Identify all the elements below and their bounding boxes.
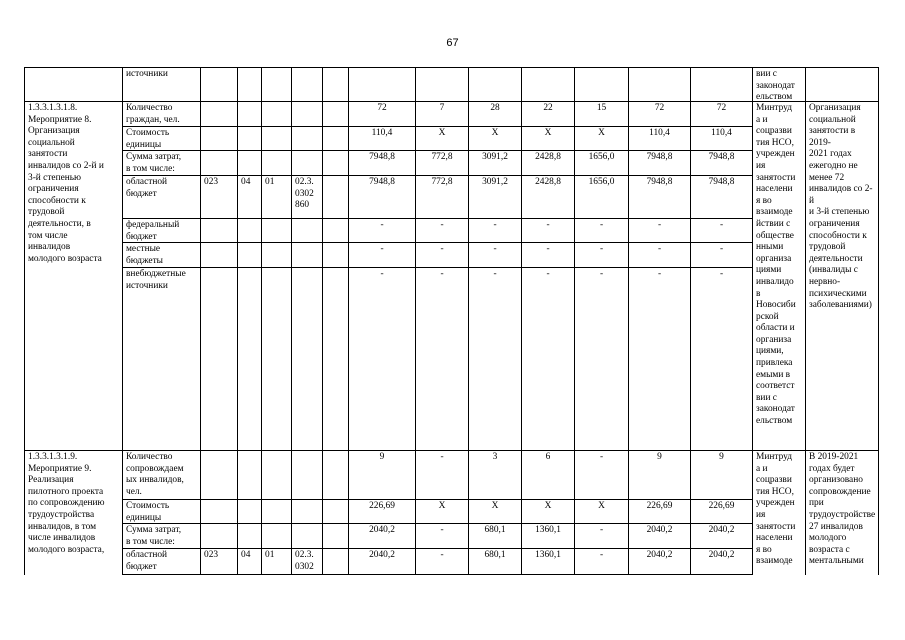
grid-line bbox=[237, 67, 238, 575]
indicator-cell: местные бюджеты bbox=[126, 244, 163, 266]
code-vr-cell bbox=[323, 176, 348, 218]
code-vr-cell bbox=[323, 219, 348, 242]
grid-line bbox=[200, 67, 201, 575]
code-pr-cell bbox=[262, 151, 291, 175]
code-csr-cell bbox=[292, 127, 322, 150]
value-cell: 680,1 bbox=[484, 550, 506, 560]
code-gr-cell bbox=[201, 500, 237, 523]
value-cell: X bbox=[438, 128, 446, 138]
value-cell: 2040,2 bbox=[646, 550, 673, 560]
code-rz-cell bbox=[238, 451, 261, 499]
value-cell: - bbox=[440, 550, 444, 560]
code-pr-cell: 01 bbox=[265, 550, 275, 560]
indicator-cell: Стоимость единицы bbox=[126, 501, 170, 523]
value-cell: 28 bbox=[490, 103, 500, 113]
value-cell: - bbox=[657, 244, 662, 254]
code-csr-cell: 02.3. 0302 860 bbox=[295, 177, 314, 211]
grid-line bbox=[24, 67, 879, 68]
grid-line bbox=[752, 67, 753, 575]
value-cell: 7948,8 bbox=[646, 152, 673, 162]
value-cell: 2428,8 bbox=[535, 152, 561, 162]
measure-name-cell: 1.3.3.1.3.1.9. Мероприятие 9. Реализация пилотного проекта по сопровождению трудоустройства инвалидов, в том числе инвалидов молодого возраста, bbox=[28, 452, 105, 555]
value-cell: X bbox=[491, 128, 499, 138]
value-cell: 15 bbox=[596, 103, 607, 113]
code-gr-cell bbox=[201, 451, 237, 499]
value-cell: 72 bbox=[377, 103, 387, 113]
code-rz-cell bbox=[238, 127, 261, 150]
code-vr-cell bbox=[323, 524, 348, 548]
code-vr-cell bbox=[323, 151, 348, 175]
value-cell: - bbox=[380, 269, 384, 279]
grid-line bbox=[690, 67, 691, 575]
grid-line bbox=[415, 67, 416, 575]
value-cell: - bbox=[440, 220, 444, 230]
value-cell: - bbox=[440, 525, 444, 535]
program-measures-table bbox=[0, 67, 905, 640]
value-cell: 7948,8 bbox=[369, 152, 395, 162]
grid-line bbox=[348, 67, 349, 575]
value-cell: 1656,0 bbox=[588, 152, 615, 162]
code-gr-cell bbox=[201, 219, 237, 242]
indicator-cell: Количество сопровождаем ых инвалидов, чел. bbox=[126, 452, 184, 497]
value-cell: 6 bbox=[545, 452, 551, 462]
value-cell: 2428,8 bbox=[535, 177, 561, 187]
code-gr-cell bbox=[201, 268, 237, 450]
value-cell: - bbox=[599, 220, 604, 230]
value-cell: X bbox=[544, 501, 552, 511]
code-rz-cell: 04 bbox=[241, 550, 251, 560]
result-cell: Организация социальной занятости в 2019- 2021 годах ежегодно не менее 72 инвалидов со 2-й и 3-й степенью ограничения способности к трудовой деятельности (инвалиды с нервно- психическими заболеваниями) bbox=[809, 103, 873, 311]
code-csr-cell bbox=[292, 524, 322, 548]
code-pr-cell bbox=[262, 268, 291, 450]
indicator-cell: областной бюджет bbox=[126, 177, 168, 199]
value-cell: 7948,8 bbox=[369, 177, 395, 187]
code-rz-cell bbox=[238, 268, 261, 450]
code-rz-cell bbox=[238, 151, 261, 175]
code-csr-cell bbox=[292, 268, 322, 450]
code-pr-cell: 01 bbox=[265, 177, 275, 187]
indicator-cell: источники bbox=[126, 69, 168, 79]
value-cell: X bbox=[598, 128, 605, 138]
value-cell: - bbox=[440, 244, 444, 254]
page-number: 67 bbox=[446, 37, 459, 49]
code-vr-cell bbox=[323, 549, 348, 574]
grid-line bbox=[628, 67, 629, 575]
code-rz-cell bbox=[238, 524, 261, 548]
code-rz-cell bbox=[238, 243, 261, 267]
value-cell: 72 bbox=[716, 103, 727, 113]
grid-line bbox=[468, 67, 469, 575]
value-cell: 9 bbox=[379, 452, 385, 462]
value-cell: - bbox=[546, 269, 550, 279]
grid-line bbox=[878, 67, 879, 575]
value-cell: - bbox=[599, 269, 604, 279]
value-cell: - bbox=[440, 269, 444, 279]
value-cell: - bbox=[493, 269, 497, 279]
value-cell: 72 bbox=[654, 103, 665, 113]
code-csr-cell bbox=[292, 500, 322, 523]
value-cell: 772,8 bbox=[431, 152, 453, 162]
code-gr-cell bbox=[201, 102, 237, 126]
code-csr-cell bbox=[292, 243, 322, 267]
value-cell: - bbox=[719, 244, 724, 254]
grid-line bbox=[24, 101, 879, 102]
code-vr-cell bbox=[323, 127, 348, 150]
code-vr-cell bbox=[323, 268, 348, 450]
measure-name-cell: 1.3.3.1.3.1.8. Мероприятие 8. Организация социальной занятости инвалидов со 2-й и 3-й степенью ограничения способности к трудовой деятельности, в том числе инвалидов молодого возраста bbox=[28, 103, 104, 264]
value-cell: 2040,2 bbox=[708, 525, 735, 535]
indicator-cell: Сумма затрат, в том числе: bbox=[126, 152, 182, 174]
value-cell: 772,8 bbox=[431, 177, 453, 187]
value-cell: 110,4 bbox=[649, 128, 670, 138]
value-cell: - bbox=[546, 244, 550, 254]
value-cell: 680,1 bbox=[484, 525, 506, 535]
result-cell: В 2019-2021 годах будет организовано сопровождение при трудоустройстве 27 инвалидов молодого возраста с ментальными bbox=[809, 452, 876, 567]
value-cell: - bbox=[599, 452, 604, 462]
value-cell: 1656,0 bbox=[588, 177, 615, 187]
indicator-cell: Сумма затрат, в том числе: bbox=[126, 525, 182, 547]
value-cell: 110,4 bbox=[371, 128, 393, 138]
executor-cell: вии с законодат ельством bbox=[756, 69, 795, 101]
indicator-cell: федеральный бюджет bbox=[126, 220, 180, 242]
value-cell: - bbox=[440, 452, 444, 462]
code-rz-cell: 04 bbox=[241, 177, 251, 187]
value-cell: - bbox=[599, 550, 604, 560]
value-cell: 3 bbox=[492, 452, 498, 462]
value-cell: 1360,1 bbox=[535, 550, 561, 560]
value-cell: - bbox=[380, 244, 384, 254]
grid-line bbox=[574, 67, 575, 575]
value-cell: 2040,2 bbox=[369, 550, 395, 560]
value-cell: - bbox=[657, 220, 662, 230]
code-csr-cell bbox=[292, 102, 322, 126]
value-cell: - bbox=[493, 220, 497, 230]
indicator-cell: областной бюджет bbox=[126, 550, 168, 572]
value-cell: - bbox=[719, 269, 724, 279]
value-cell: 226,69 bbox=[708, 501, 735, 511]
value-cell: 7948,8 bbox=[646, 177, 673, 187]
value-cell: 9 bbox=[719, 452, 724, 462]
code-rz-cell bbox=[238, 102, 261, 126]
grid-line bbox=[291, 67, 292, 575]
grid-line bbox=[521, 67, 522, 575]
value-cell: 7948,8 bbox=[708, 177, 735, 187]
grid-line bbox=[122, 574, 753, 575]
value-cell: 1360,1 bbox=[535, 525, 561, 535]
grid-line bbox=[261, 67, 262, 575]
value-cell: X bbox=[598, 501, 605, 511]
code-gr-cell bbox=[201, 127, 237, 150]
code-pr-cell bbox=[262, 219, 291, 242]
value-cell: 9 bbox=[657, 452, 662, 462]
grid-line bbox=[24, 450, 879, 451]
code-pr-cell bbox=[262, 127, 291, 150]
code-rz-cell bbox=[238, 219, 261, 242]
value-cell: X bbox=[544, 128, 552, 138]
value-cell: - bbox=[546, 220, 550, 230]
value-cell: 226,69 bbox=[646, 501, 673, 511]
code-csr-cell: 02.3. 0302 bbox=[295, 550, 314, 572]
value-cell: 3091,2 bbox=[482, 152, 508, 162]
code-csr-cell bbox=[292, 219, 322, 242]
grid-line bbox=[122, 67, 123, 575]
code-rz-cell bbox=[238, 500, 261, 523]
indicator-cell: Стоимость единицы bbox=[126, 128, 170, 150]
code-pr-cell bbox=[262, 243, 291, 267]
code-gr-cell bbox=[201, 524, 237, 548]
value-cell: 2040,2 bbox=[646, 525, 673, 535]
code-pr-cell bbox=[262, 451, 291, 499]
value-cell: X bbox=[438, 501, 446, 511]
code-vr-cell bbox=[323, 500, 348, 523]
value-cell: - bbox=[599, 244, 604, 254]
grid-line bbox=[322, 67, 323, 575]
value-cell: - bbox=[380, 220, 384, 230]
grid-line bbox=[24, 67, 25, 575]
code-vr-cell bbox=[323, 243, 348, 267]
grid-line bbox=[805, 67, 806, 575]
code-pr-cell bbox=[262, 524, 291, 548]
code-gr-cell: 023 bbox=[204, 177, 219, 187]
executor-cell: Минтруд а и соцразви тия НСО, учрежден ия занятости населени я во взаимоде йствии с обществе нными организа циями инвалидо в Новосиби рской области и организа циями, привлека емыми в соответст вии с законодат ельством bbox=[756, 103, 796, 427]
value-cell: 3091,2 bbox=[482, 177, 508, 187]
value-cell: 7948,8 bbox=[708, 152, 735, 162]
value-cell: 7 bbox=[439, 103, 445, 113]
value-cell: - bbox=[493, 244, 497, 254]
value-cell: 2040,2 bbox=[708, 550, 735, 560]
code-gr-cell bbox=[201, 151, 237, 175]
code-csr-cell bbox=[292, 151, 322, 175]
code-csr-cell bbox=[292, 451, 322, 499]
value-cell: - bbox=[599, 525, 604, 535]
indicator-cell: Количество граждан, чел. bbox=[126, 103, 180, 125]
value-cell: - bbox=[719, 220, 724, 230]
value-cell: - bbox=[657, 269, 662, 279]
executor-cell: Минтруд а и соцразви тия НСО, учрежден ия занятости населени я во взаимоде bbox=[756, 452, 796, 567]
code-pr-cell bbox=[262, 102, 291, 126]
code-gr-cell: 023 bbox=[204, 550, 219, 560]
value-cell: 22 bbox=[543, 103, 553, 113]
code-pr-cell bbox=[262, 500, 291, 523]
code-gr-cell bbox=[201, 243, 237, 267]
indicator-cell: внебюджетные источники bbox=[126, 269, 186, 291]
value-cell: X bbox=[491, 501, 499, 511]
code-vr-cell bbox=[323, 102, 348, 126]
value-cell: 110,4 bbox=[711, 128, 732, 138]
value-cell: 2040,2 bbox=[369, 525, 395, 535]
value-cell: 226,69 bbox=[369, 501, 395, 511]
code-vr-cell bbox=[323, 451, 348, 499]
